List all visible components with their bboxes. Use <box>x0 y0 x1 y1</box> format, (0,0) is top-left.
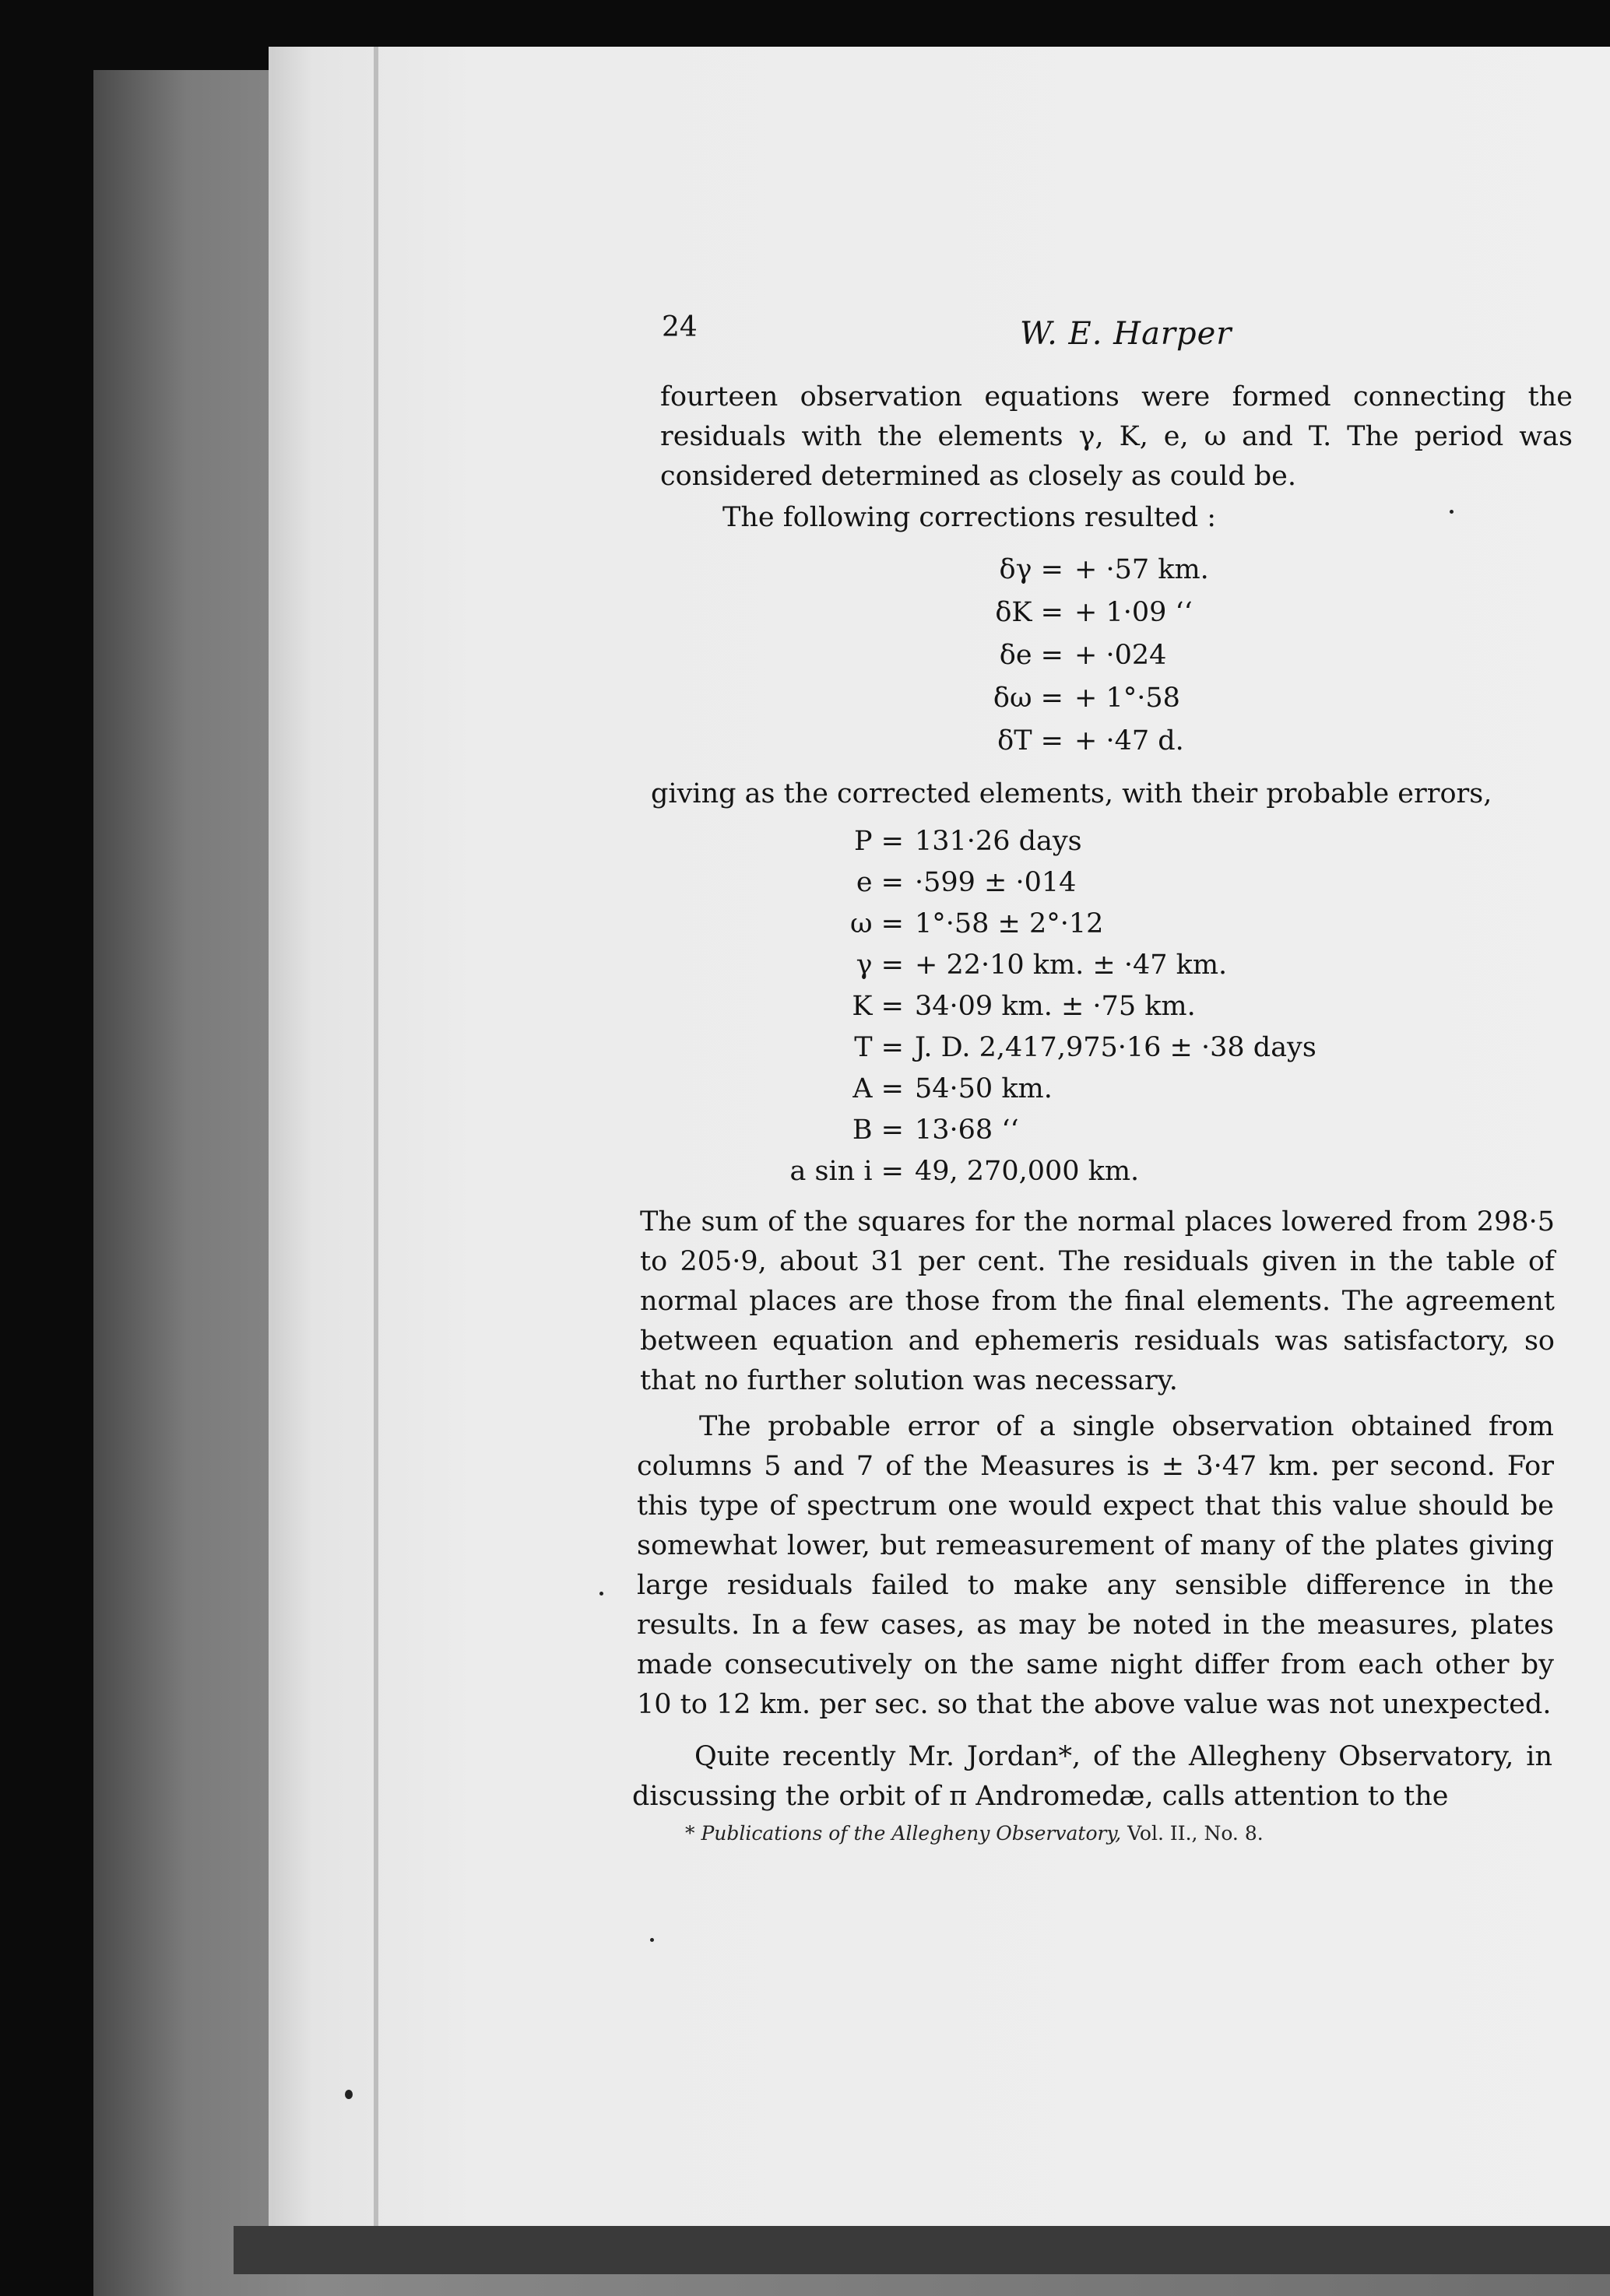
paragraph-observation-equations: fourteen observation equations were formed connecting the residuals with the elements γ, K, e, ω and T. The period was considered determined as closely as could be. <box>660 381 1573 492</box>
paragraph-jordan: Quite recently Mr. Jordan*, of the Allegheny Observatory, in discussing the orbit of π Andromedæ, calls attention to the <box>632 1741 1552 1812</box>
element-lhs: γ = <box>856 950 904 981</box>
element-lhs: a sin i = <box>789 1156 904 1187</box>
element-row <box>763 862 1541 904</box>
element-rhs: + 22·10 km. ± ·47 km. <box>915 950 1228 981</box>
footnote-source: Publications of the Allegheny Observatory, <box>701 1822 1122 1845</box>
element-rhs: 34·09 km. ± ·75 km. <box>915 991 1196 1022</box>
element-lhs: B = <box>852 1115 904 1146</box>
paragraph-corrected-elements-intro: giving as the corrected elements, with their probable errors, <box>651 778 1492 809</box>
correction-lhs: δγ = <box>999 554 1063 585</box>
element-row <box>763 1110 1541 1151</box>
correction-row <box>958 677 1347 720</box>
element-rhs: ·599 ± ·014 <box>915 867 1077 898</box>
footnote-marker: * <box>685 1822 695 1845</box>
footnote-volume: Vol. II., No. 8. <box>1127 1822 1264 1845</box>
element-lhs: P = <box>853 826 904 857</box>
correction-lhs: δω = <box>993 683 1063 714</box>
element-row <box>763 1069 1541 1110</box>
corrections-block <box>958 549 1347 763</box>
element-lhs: T = <box>854 1032 904 1063</box>
paragraph-sum-of-squares: The sum of the squares for the normal places lowered from 298·5 to 205·9, about 31 per cent. The residuals given in the table of normal places are those from the final elements. The agreement between equation and ephemeris residuals was satisfactory, so that no further solution was necessary. <box>640 1206 1555 1396</box>
scan-speck <box>345 2090 353 2099</box>
footnote <box>685 1820 1264 1848</box>
scan-speck <box>599 1592 603 1596</box>
element-row <box>763 1027 1541 1069</box>
running-header <box>662 307 1596 354</box>
page-number: 24 <box>662 311 698 343</box>
correction-rhs: + ·57 km. <box>1074 554 1209 585</box>
element-row <box>763 904 1541 945</box>
running-author: W. E. Harper <box>1020 316 1232 352</box>
element-row <box>763 986 1541 1027</box>
correction-lhs: δT = <box>997 725 1063 757</box>
element-rhs: J. D. 2,417,975·16 ± ·38 days <box>915 1032 1316 1063</box>
element-lhs: e = <box>856 867 904 898</box>
page-edge-shadow <box>374 47 378 2226</box>
element-rhs: 13·68 ‘‘ <box>915 1115 1019 1146</box>
element-lhs: A = <box>852 1073 904 1104</box>
element-row <box>763 945 1541 986</box>
scan-speck <box>1450 510 1454 514</box>
correction-row <box>958 592 1347 634</box>
scan-bottom-edge <box>234 2226 1610 2274</box>
element-rhs: 131·26 days <box>915 826 1082 857</box>
elements-block <box>763 821 1541 1192</box>
correction-row <box>958 634 1347 677</box>
element-rhs: 49, 270,000 km. <box>915 1156 1140 1187</box>
correction-lhs: δe = <box>999 640 1063 671</box>
element-row <box>763 1151 1541 1192</box>
element-rhs: 54·50 km. <box>915 1073 1053 1104</box>
correction-lhs: δK = <box>995 597 1063 628</box>
correction-rhs: + ·47 d. <box>1074 725 1184 757</box>
element-row <box>763 821 1541 862</box>
correction-rhs: + 1·09 ‘‘ <box>1074 597 1193 628</box>
correction-rhs: + ·024 <box>1074 640 1167 671</box>
element-rhs: 1°·58 ± 2°·12 <box>915 908 1104 939</box>
paragraph-probable-error: The probable error of a single observation obtained from columns 5 and 7 of the Measures is ± 3·47 km. per second. For this type of spectrum one would expect that this value should be somewhat lower, but remeasurement of many of the plates giving large residuals failed to make any sensible difference in the results. In a few cases, as may be noted in the measures, plates made consecutively on the same night differ from each other by 10 to 12 km. per sec. so that the above value was not unexpected. <box>637 1411 1554 1720</box>
correction-row <box>958 549 1347 592</box>
scan-speck <box>650 1938 654 1942</box>
element-lhs: K = <box>852 991 904 1022</box>
correction-rhs: + 1°·58 <box>1074 683 1180 714</box>
correction-row <box>958 720 1347 763</box>
element-lhs: ω = <box>850 908 904 939</box>
paragraph-corrections-intro: The following corrections resulted : <box>722 502 1217 533</box>
